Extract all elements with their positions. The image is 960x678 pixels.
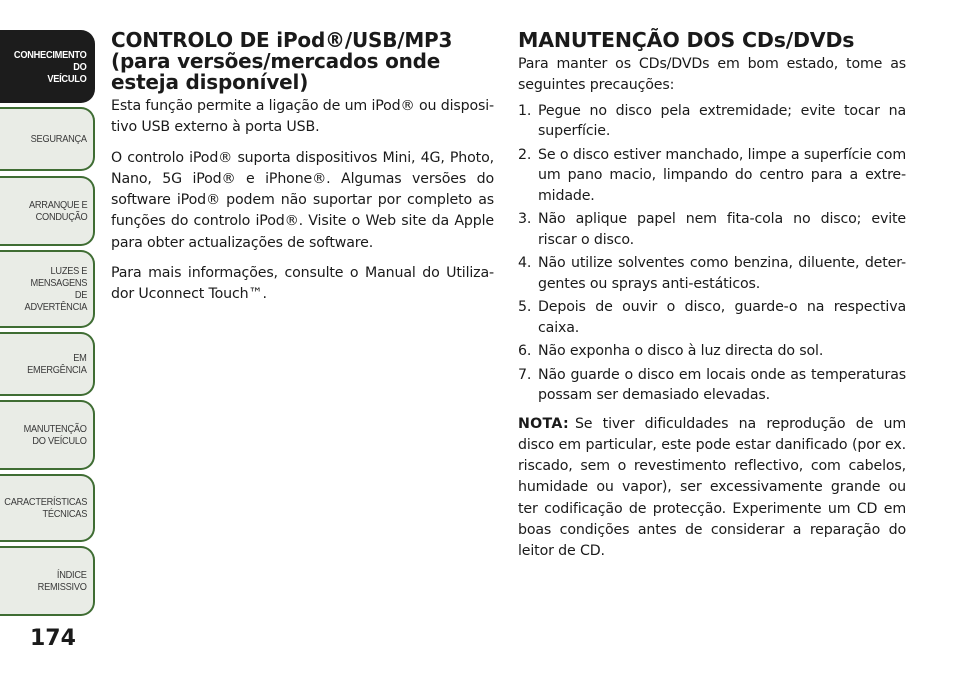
chapter-tabs-sidebar [0, 0, 100, 678]
step-text: Não utilize solventes como benzina, diluente, deter-gentes ou sprays anti-estáticos. [538, 255, 906, 292]
tab-label: ARRANQUE E CONDUÇÃO [28, 199, 87, 223]
tab-label: CONHECIMENTO DO VEÍCULO [14, 48, 87, 85]
tab-indice-remissivo[interactable] [0, 546, 95, 616]
page-number: 174 [30, 626, 76, 651]
tab-label: CARACTERÍSTICAS TÉCNICAS [4, 496, 87, 520]
step-number: 3. [518, 211, 532, 228]
tab-label: EM EMERGÊNCIA [27, 352, 87, 376]
tab-em-emergencia[interactable] [0, 332, 95, 396]
tab-label: SEGURANÇA [30, 133, 87, 145]
list-item [518, 253, 906, 294]
list-item [518, 209, 906, 250]
step-text: Pegue no disco pela extremidade; evite tocar na superfície. [538, 102, 906, 140]
precautions-list [518, 101, 906, 406]
step-number: 2. [518, 146, 532, 163]
step-text: Não exponha o disco à luz directa do sol. [538, 343, 824, 360]
section-heading: CONTROLO DE iPod®/USB/MP3 (para versões/mercados onde esteja disponível) [111, 28, 453, 94]
step-text: Não guarde o disco em locais onde as temperaturas possam ser demasiado elevadas. [538, 366, 906, 404]
tab-manutencao-do-veiculo[interactable] [0, 400, 95, 470]
step-number: 7. [518, 366, 532, 383]
step-text: Se o disco estiver manchado, limpe a superfície com um pano macio, limpando do centro para a extre-midade. [538, 146, 906, 204]
paragraph: Esta função permite a ligação de um iPod® ou disposi-tivo USB externo à porta USB. [111, 98, 494, 136]
step-number: 5. [518, 299, 532, 316]
list-item [518, 101, 906, 142]
list-item [518, 365, 906, 406]
note-text: Se tiver dificuldades na reprodução de um disco em particular, este pode estar danificado (por ex. riscado, sem o revestimento reflectivo, com cabelos, humidade ou vapor), ser excessivamente grande ou ter codificação de protecção. Experimente um CD em boas condições antes de considerar a reparação do leitor de CD. [518, 415, 906, 560]
section-heading: MANUTENÇÃO DOS CDs/DVDs [518, 28, 855, 52]
step-text: Não aplique papel nem fita-cola no disco; evite riscar o disco. [538, 211, 906, 248]
cd-dvd-care-section [518, 30, 906, 572]
tab-label: MANUTENÇÃO DO VEÍCULO [23, 423, 87, 447]
list-item [518, 341, 906, 362]
list-item [518, 297, 906, 338]
list-item [518, 145, 906, 207]
tab-luzes-e-mensagens[interactable] [0, 250, 95, 328]
note-label: NOTA: [518, 415, 569, 432]
tab-label: ÍNDICE REMISSIVO [38, 569, 87, 593]
tab-conhecimento-do-veiculo[interactable] [0, 30, 95, 103]
intro-paragraph: Para manter os CDs/DVDs em bom estado, tome as seguintes precauções: [518, 56, 906, 94]
step-number: 6. [518, 343, 532, 360]
step-text: Depois de ouvir o disco, guarde-o na respectiva caixa. [538, 299, 906, 336]
step-number: 4. [518, 255, 532, 272]
paragraph: O controlo iPod® suporta dispositivos Mini, 4G, Photo, Nano, 5G iPod® e iPhone®. Algumas versões do software iPod® podem não suportar por completo as funções do controlo iPod®. Visite o Web site da Apple para obter actualizações de software. [111, 149, 494, 251]
note-paragraph [518, 414, 906, 563]
tab-label: LUZES E MENSAGENS DE ADVERTÊNCIA [24, 265, 87, 313]
tab-seguranca[interactable] [0, 107, 95, 171]
tab-caracteristicas-tecnicas[interactable] [0, 474, 95, 542]
step-number: 1. [518, 102, 532, 119]
ipod-usb-section [111, 30, 494, 315]
tab-arranque-e-conducao[interactable] [0, 176, 95, 246]
paragraph: Para mais informações, consulte o Manual do Utiliza-dor Uconnect Touch™. [111, 265, 494, 303]
